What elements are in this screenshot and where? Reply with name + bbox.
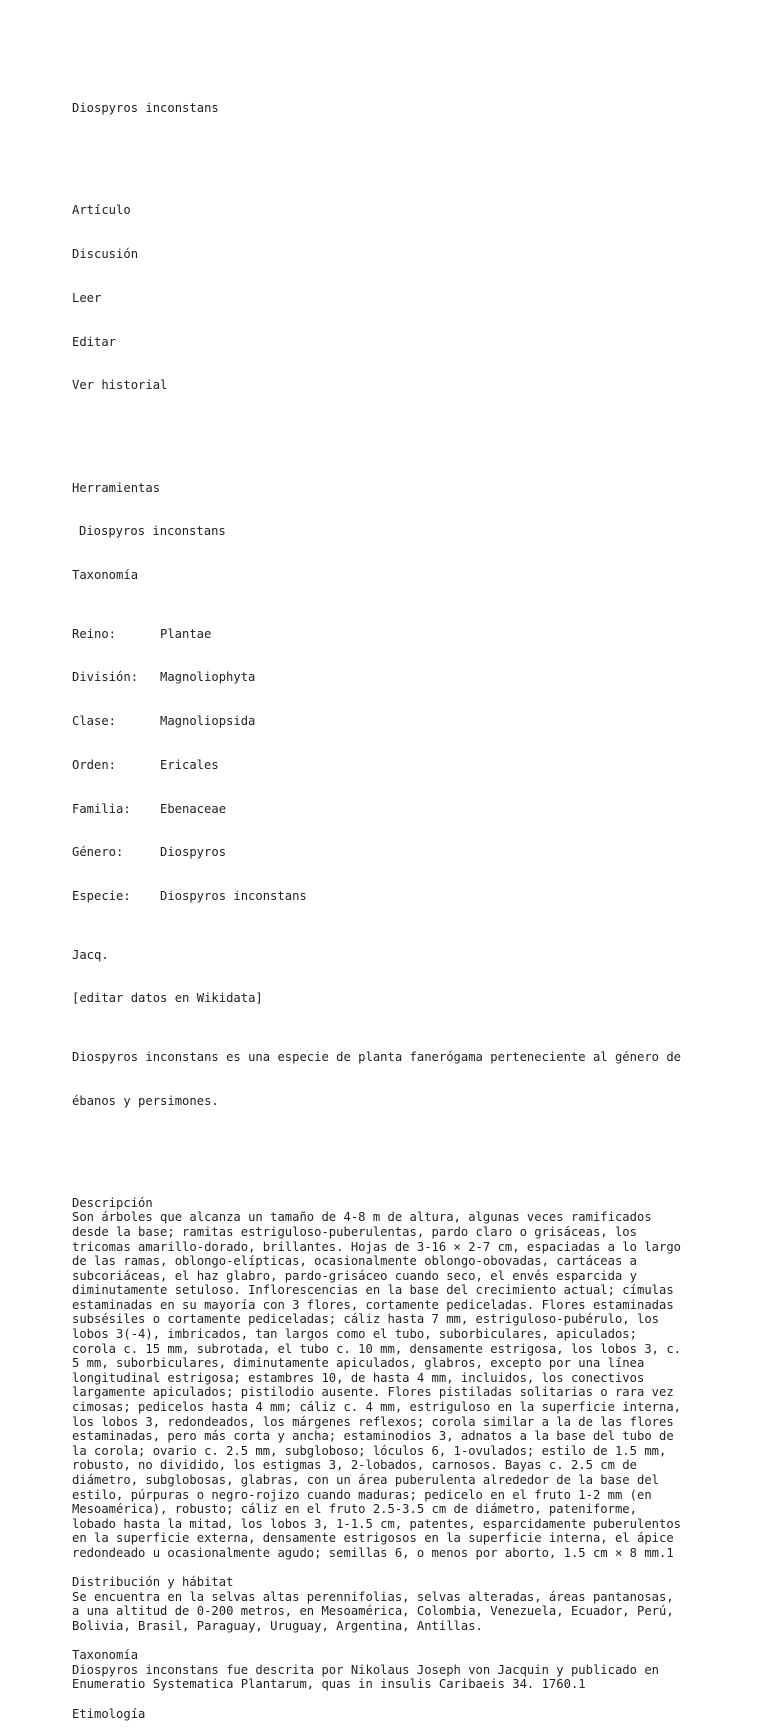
paragraph-line: Diospyros inconstans fue descrita por Nikolaus Joseph von Jacquin y publicado en bbox=[72, 1662, 659, 1677]
blank-line bbox=[72, 145, 712, 160]
section-distribucion-y-habitat bbox=[72, 1575, 712, 1648]
taxobox-row-genero bbox=[72, 845, 712, 860]
nav-article-link[interactable]: Artículo bbox=[72, 203, 131, 218]
paragraph-line: la corola; ovario c. 2.5 mm, subgloboso; lóculos 6, 1-ovulados; estilo de 1.5 mm, bbox=[72, 1443, 667, 1458]
page-title: Diospyros inconstans bbox=[72, 101, 219, 116]
taxobox-title: Diospyros inconstans bbox=[79, 524, 226, 539]
paragraph-line: lobos 3(-4), imbricados, tan largos como el tubo, suborbiculares, apiculados; bbox=[72, 1327, 637, 1342]
paragraph-line: estilo, púrpuras o negro-rojizo cuando maduras; pedicelo en el fruto 1-2 mm (en bbox=[72, 1487, 652, 1502]
taxobox-author[interactable]: Jacq. bbox=[72, 947, 109, 962]
paragraph-line: lobado hasta la mitad, los lobos 3, 1-1.5 cm, patentes, esparcidamente puberulentos bbox=[72, 1516, 682, 1531]
taxobox-value[interactable]: Ebenaceae bbox=[160, 801, 227, 816]
paragraph-line: los lobos 3, redondeados, los márgenes reflexos; corola similar a la de las flores bbox=[72, 1414, 674, 1429]
intro-line: Diospyros inconstans es una especie de planta fanerógama perteneciente al género de bbox=[72, 1049, 682, 1064]
taxobox-value[interactable]: Magnoliophyta bbox=[160, 670, 256, 685]
section-descripcion bbox=[72, 1196, 712, 1575]
taxobox-value[interactable]: Ericales bbox=[160, 757, 219, 772]
section-etimologia bbox=[72, 1707, 712, 1722]
taxobox-row-familia bbox=[72, 802, 712, 817]
taxobox-value[interactable]: Plantae bbox=[160, 626, 212, 641]
blank-line bbox=[72, 422, 712, 437]
paragraph-line: Bolivia, Brasil, Paraguay, Uruguay, Argentina, Antillas. bbox=[72, 1618, 483, 1633]
paragraph-line: de las ramas, oblongo-elípticas, ocasionalmente oblongo-obovadas, cartáceas a bbox=[72, 1254, 637, 1269]
paragraph-line: diminutamente setuloso. Inflorescencias en la base del crecimiento actual; címulas bbox=[72, 1283, 674, 1298]
taxobox-row-especie bbox=[72, 889, 712, 904]
section-heading: Taxonomía bbox=[72, 1648, 139, 1663]
taxobox-row-orden bbox=[72, 758, 712, 773]
taxobox-key: Orden: bbox=[72, 757, 117, 772]
paragraph-line: Son árboles que alcanza un tamaño de 4-8 m de altura, algunas veces ramificados bbox=[72, 1210, 652, 1225]
paragraph-line: subsésiles o cortamente pediceladas; cáliz hasta 7 mm, estriguloso-pubérulo, los bbox=[72, 1312, 659, 1327]
blank-line bbox=[72, 1561, 712, 1576]
section-heading: Descripción bbox=[72, 1195, 153, 1210]
edit-wikidata-link[interactable]: [editar datos en Wikidata] bbox=[72, 991, 263, 1006]
taxobox-row-reino bbox=[72, 627, 712, 642]
paragraph-line: corola c. 15 mm, subrotada, el tubo c. 10 mm, densamente estrigosa, los lobos 3, c. bbox=[72, 1341, 682, 1356]
taxobox-value: Diospyros inconstans bbox=[160, 889, 307, 904]
section-taxonomia bbox=[72, 1648, 712, 1706]
taxobox-key: Clase: bbox=[72, 714, 117, 729]
paragraph-line: estaminadas en su mayoría con 3 flores, cortamente pediceladas. Flores estaminadas bbox=[72, 1297, 674, 1312]
paragraph-line: robusto, no dividido, los estigmas 3, 2-lobados, carnosos. Bayas c. 2.5 cm de bbox=[72, 1458, 637, 1473]
nav-edit-link[interactable]: Editar bbox=[72, 334, 117, 349]
taxobox-value[interactable]: Magnoliopsida bbox=[160, 714, 256, 729]
blank-line bbox=[72, 1137, 712, 1152]
paragraph-line: 5 mm, suborbiculares, diminutamente apiculados, glabros, excepto por una línea bbox=[72, 1356, 645, 1371]
taxobox-key: Especie: bbox=[72, 889, 131, 904]
taxobox-value[interactable]: Diospyros bbox=[160, 845, 227, 860]
paragraph-line: cimosas; pedicelos hasta 4 mm; cáliz c. 4 mm, estriguloso en la superficie interna, bbox=[72, 1400, 682, 1415]
taxobox-key: División: bbox=[72, 670, 139, 685]
paragraph-line: estaminadas, pero más corta y ancha; estaminodios 3, adnatos a la base del tubo de bbox=[72, 1429, 674, 1444]
nav-discussion-link[interactable]: Discusión bbox=[72, 247, 139, 262]
taxobox-key: Reino: bbox=[72, 626, 117, 641]
paragraph-line: longitudinal estrigosa; estambres 10, de hasta 4 mm, incluidos, los conectivos bbox=[72, 1370, 645, 1385]
paragraph-line: a una altitud de 0-200 metros, en Mesoamérica, Colombia, Venezuela, Ecuador, Perú, bbox=[72, 1604, 674, 1619]
nav-read-link[interactable]: Leer bbox=[72, 290, 102, 305]
paragraph-line: en la superficie externa, densamente estrigosos en la superficie interna, el ápice bbox=[72, 1531, 674, 1546]
paragraph-line: desde la base; ramitas estriguloso-puberulentas, pardo claro o grisáceas, los bbox=[72, 1224, 637, 1239]
paragraph-line: Se encuentra en la selvas altas perennifolias, selvas alteradas, áreas pantanosas, bbox=[72, 1589, 674, 1604]
paragraph-line: Enumeratio Systematica Plantarum, quas in insulis Caribaeis 34. 1760.1 bbox=[72, 1677, 586, 1692]
taxobox-key: Género: bbox=[72, 845, 124, 860]
section-heading: Etimología bbox=[72, 1706, 146, 1721]
blank-line bbox=[72, 1634, 712, 1649]
taxobox-heading: Taxonomía bbox=[72, 568, 139, 583]
article-sections bbox=[72, 1196, 712, 1721]
document-body bbox=[72, 72, 712, 1736]
intro-line: ébanos y persimones. bbox=[72, 1093, 219, 1108]
taxobox-row-division bbox=[72, 670, 712, 685]
taxobox-key: Familia: bbox=[72, 801, 131, 816]
paragraph-line: redondeado u ocasionalmente agudo; semillas 6, o menos por aborto, 1.5 cm × 8 mm.1 bbox=[72, 1545, 674, 1560]
tools-heading[interactable]: Herramientas bbox=[72, 480, 161, 495]
paragraph-line: diámetro, subglobosas, glabras, con un área puberulenta alrededor de la base del bbox=[72, 1473, 659, 1487]
paragraph-line: subcoriáceas, el haz glabro, pardo-grisáceo cuando seco, el envés esparcida y bbox=[72, 1268, 637, 1283]
paragraph-line: Mesoamérica), robusto; cáliz en el fruto 2.5-3.5 cm de diámetro, pateniforme, bbox=[72, 1502, 637, 1517]
paragraph-line: largamente apiculados; pistilodio ausente. Flores pistiladas solitarias o rara vez bbox=[72, 1385, 674, 1400]
section-heading: Distribución y hábitat bbox=[72, 1575, 234, 1590]
nav-history-link[interactable]: Ver historial bbox=[72, 378, 168, 393]
blank-line bbox=[72, 1692, 712, 1707]
paragraph-line: tricomas amarillo-dorado, brillantes. Hojas de 3-16 × 2-7 cm, espaciadas a lo largo bbox=[72, 1239, 682, 1254]
taxobox-row-clase bbox=[72, 714, 712, 729]
